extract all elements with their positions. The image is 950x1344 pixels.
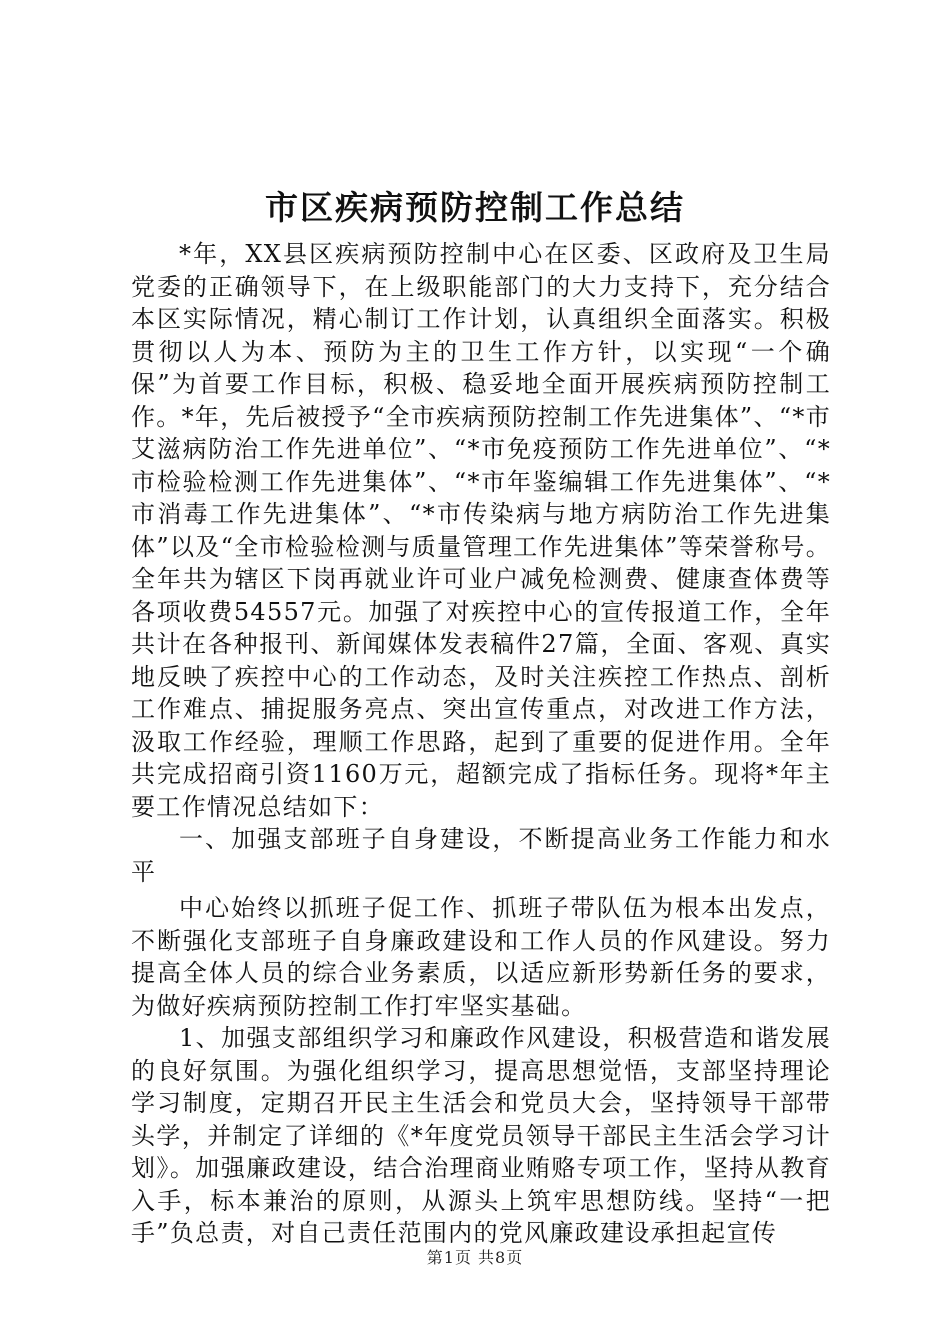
document-body [131, 238, 831, 1250]
section-heading: 一、加强支部班子自身建设，不断提高业务工作能力和水平 [131, 825, 831, 886]
page-footer: 第1页 共8页 [426, 1248, 524, 1267]
document-title: 市区疾病预防控制工作总结 [265, 188, 685, 227]
section-paragraph: 中心始终以抓班子促工作、抓班子带队伍为根本出发点，不断强化支部班子自身廉政建设和工作人员的作风建设。努力提高全体人员的综合业务素质，以适应新形势新任务的要求，为做好疾病预防控制工作打牢坚实基础。 [131, 894, 831, 1020]
subsection-paragraph: 1、加强支部组织学习和廉政作风建设，积极营造和谐发展的良好氛围。为强化组织学习，提高思想觉悟，支部坚持理论学习制度，定期召开民主生活会和党员大会，坚持领导干部带头学，并制定了详细的《*年度党员领导干部民主生活会学习计划》。加强廉政建设，结合治理商业贿赂专项工作，坚持从教育入手，标本兼治的原则，从源头上筑牢思想防线。坚持“一把手”负总责，对自己责任范围内的党风廉政建设承担起宣传 [131, 1024, 831, 1247]
intro-paragraph: *年，XX县区疾病预防控制中心在区委、区政府及卫生局党委的正确领导下，在上级职能部门的大力支持下，充分结合本区实际情况，精心制订工作计划，认真组织全面落实。积极贯彻以人为本、预防为主的卫生工作方针，以实现“一个确保”为首要工作目标，积极、稳妥地全面开展疾病预防控制工作。*年，先后被授予“全市疾病预防控制工作先进集体”、“*市艾滋病防治工作先进单位”、“*市免疫预防工作先进单位”、“*市检验检测工作先进集体”、“*市年鉴编辑工作先进集体”、“*市消毒工作先进集体”、“*市传染病与地方病防治工作先进集体”以及“全市检验检测与质量管理工作先进集体”等荣誉称号。全年共为辖区下岗再就业许可业户减免检测费、健康查体费等各项收费54557元。加强了对疾控中心的宣传报道工作，全年共计在各种报刊、新闻媒体发表稿件27篇，全面、客观、真实地反映了疾控中心的工作动态，及时关注疾控工作热点、剖析工作难点、捕捉服务亮点、突出宣传重点，对改进工作方法，汲取工作经验，理顺工作思路，起到了重要的促进作用。全年共完成招商引资1160万元，超额完成了指标任务。现将*年主要工作情况总结如下： [131, 240, 831, 821]
